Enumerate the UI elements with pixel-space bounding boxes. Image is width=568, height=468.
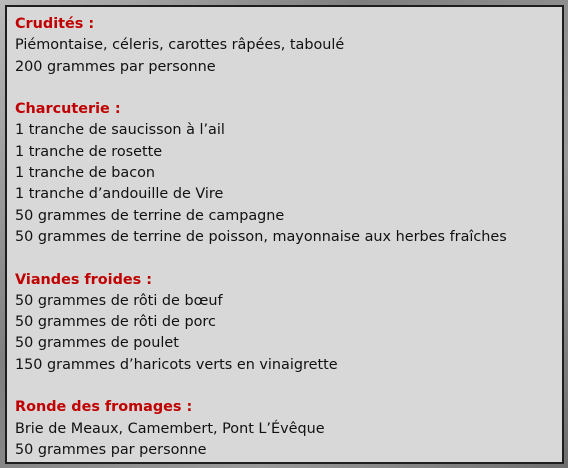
section-heading-ronde-des-fromages: Ronde des fromages :: [15, 399, 193, 416]
menu-line: 1 tranche de bacon: [15, 165, 156, 182]
section-heading-crudites: Crudités :: [15, 16, 95, 32]
menu-line: 50 grammes de rôti de porc: [15, 314, 216, 331]
menu-line: 1 tranche de saucisson à l’ail: [15, 122, 225, 139]
menu-line: 50 grammes de poulet: [15, 335, 179, 352]
section-ronde-des-fromages: [15, 397, 554, 461]
menu-line: Piémontaise, céleris, carottes râpées, taboulé: [15, 37, 345, 54]
menu-line: 200 grammes par personne: [15, 58, 216, 75]
menu-line: 50 grammes de rôti de bœuf: [15, 292, 223, 309]
menu-line: 1 tranche d’andouille de Vire: [15, 186, 224, 203]
section-charcuterie: [15, 99, 554, 248]
section-crudites: [15, 14, 554, 78]
menu-line: 150 grammes d’haricots verts en vinaigrette: [15, 356, 338, 373]
menu-line: 1 tranche de rosette: [15, 143, 163, 160]
section-heading-charcuterie: Charcuterie :: [15, 101, 121, 118]
menu-line: 50 grammes par personne: [15, 441, 207, 458]
menu-line: 50 grammes de terrine de campagne: [15, 207, 285, 224]
menu-text-box: [5, 5, 564, 464]
menu-line: Brie de Meaux, Camembert, Pont L’Évêque: [15, 420, 325, 437]
section-viandes-froides: [15, 270, 554, 376]
menu-line: 50 grammes de terrine de poisson, mayonnaise aux herbes fraîches: [15, 228, 507, 245]
section-heading-viandes-froides: Viandes froides :: [15, 271, 152, 288]
